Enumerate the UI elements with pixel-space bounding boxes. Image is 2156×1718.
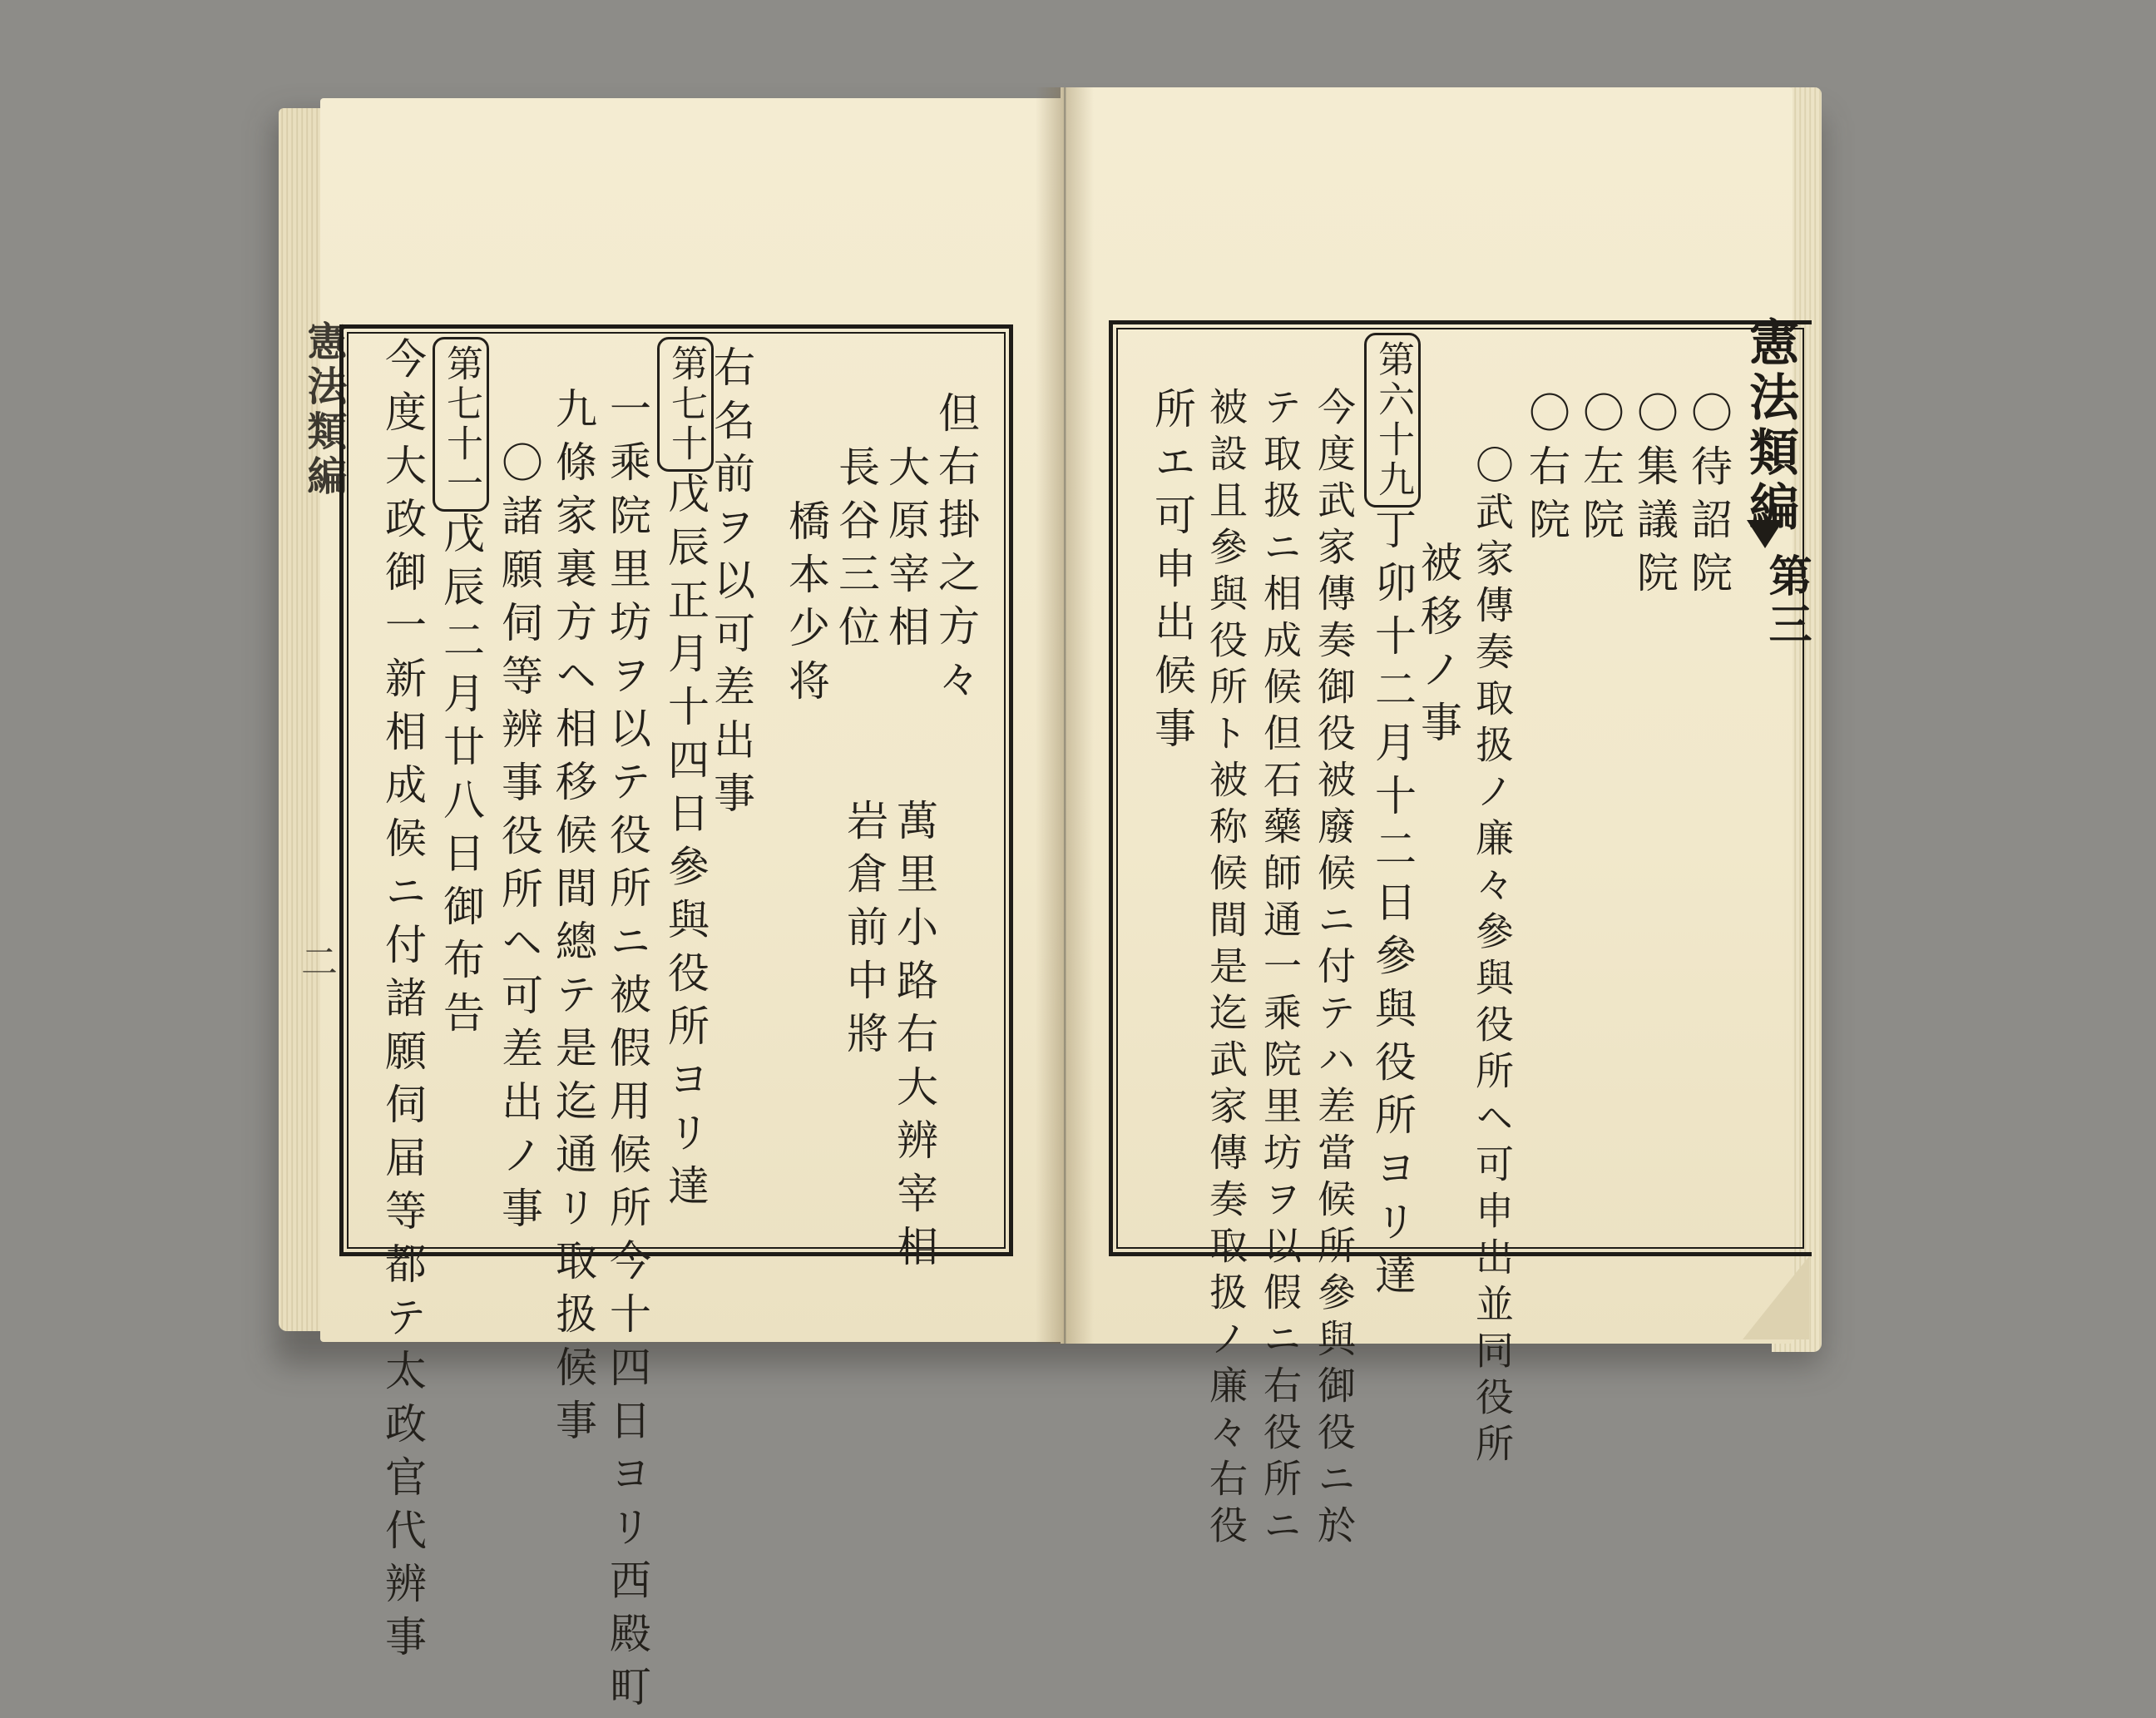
left-col-4: 橋本少将 <box>782 499 830 712</box>
left-col-6: 岩倉前中將 <box>840 799 888 1065</box>
left-col-8-group <box>657 337 714 1217</box>
left-col-12: 戊辰二月廿八日御布告 <box>437 512 485 1044</box>
right-col-4: 〇右院 <box>1522 391 1570 551</box>
right-col-9: テ取扱ニ相成候但石藥師通一乘院里坊ヲ以假ニ右役所ニ <box>1258 387 1303 1552</box>
article-tag-71: 第七十一 <box>433 337 489 512</box>
fold-mark <box>1747 520 1783 548</box>
left-col-5: 萬里小路右大辨宰相 <box>890 799 938 1278</box>
right-col-10: 被設且參與役所ト被称候間是迄武家傳奏取扱ノ廉々右役 <box>1204 387 1249 1552</box>
left-col-1: 但右掛之方々 <box>932 391 980 710</box>
right-col-3: 〇左院 <box>1576 391 1624 551</box>
left-col-2: 大原宰相 <box>882 445 930 658</box>
right-header-volume: 第三 <box>1761 553 1812 650</box>
left-col-13: 今度大政御一新相成候ニ付諸願伺届等都テ太政官代辨事 <box>378 337 427 1668</box>
left-col-12-group <box>433 337 489 1044</box>
article-tag-70: 第七十 <box>657 337 714 472</box>
right-col-2: 〇集議院 <box>1630 391 1679 604</box>
right-col-8: 今度武家傳奏御役被廢候ニ付テハ差當候所參與御役ニ於 <box>1312 387 1357 1552</box>
left-col-11: 〇諸願伺等辨事役所ヘ可差出ノ事 <box>495 441 543 1240</box>
left-col-3: 長谷三位 <box>832 445 880 658</box>
right-col-5: 〇武家傳奏取扱ノ廉々參與役所ヘ可申出並同役所 <box>1470 445 1515 1470</box>
left-col-9: 一乘院里坊ヲ以テ役所ニ被假用候所今十四日ヨリ西殿町 <box>603 387 651 1718</box>
left-col-7: 右名前ヲ以可差出事 <box>707 345 755 824</box>
folded-page-corner <box>1743 1256 1809 1339</box>
right-col-1: 〇待詔院 <box>1684 391 1733 604</box>
article-tag-69: 第六十九 <box>1364 333 1421 507</box>
left-col-8: 戊辰正月十四日參與役所ヨリ達 <box>661 472 710 1217</box>
left-page-number: 二 <box>301 941 338 983</box>
left-col-10: 九條家裏方ヘ相移候間總テ是迄通リ取扱候事 <box>549 387 597 1452</box>
right-header-title: 憲法類編 <box>1741 316 1799 536</box>
right-col-7: 丁卯十二月十二日參與役所ヨリ達 <box>1368 507 1417 1306</box>
left-spine-label: 憲法類編 <box>300 320 347 500</box>
right-col-7-group <box>1364 333 1421 1306</box>
right-col-6: 被移ノ事 <box>1414 541 1462 754</box>
book-gutter <box>1036 87 1094 1344</box>
right-col-11: 所エ可申出候事 <box>1148 387 1196 760</box>
